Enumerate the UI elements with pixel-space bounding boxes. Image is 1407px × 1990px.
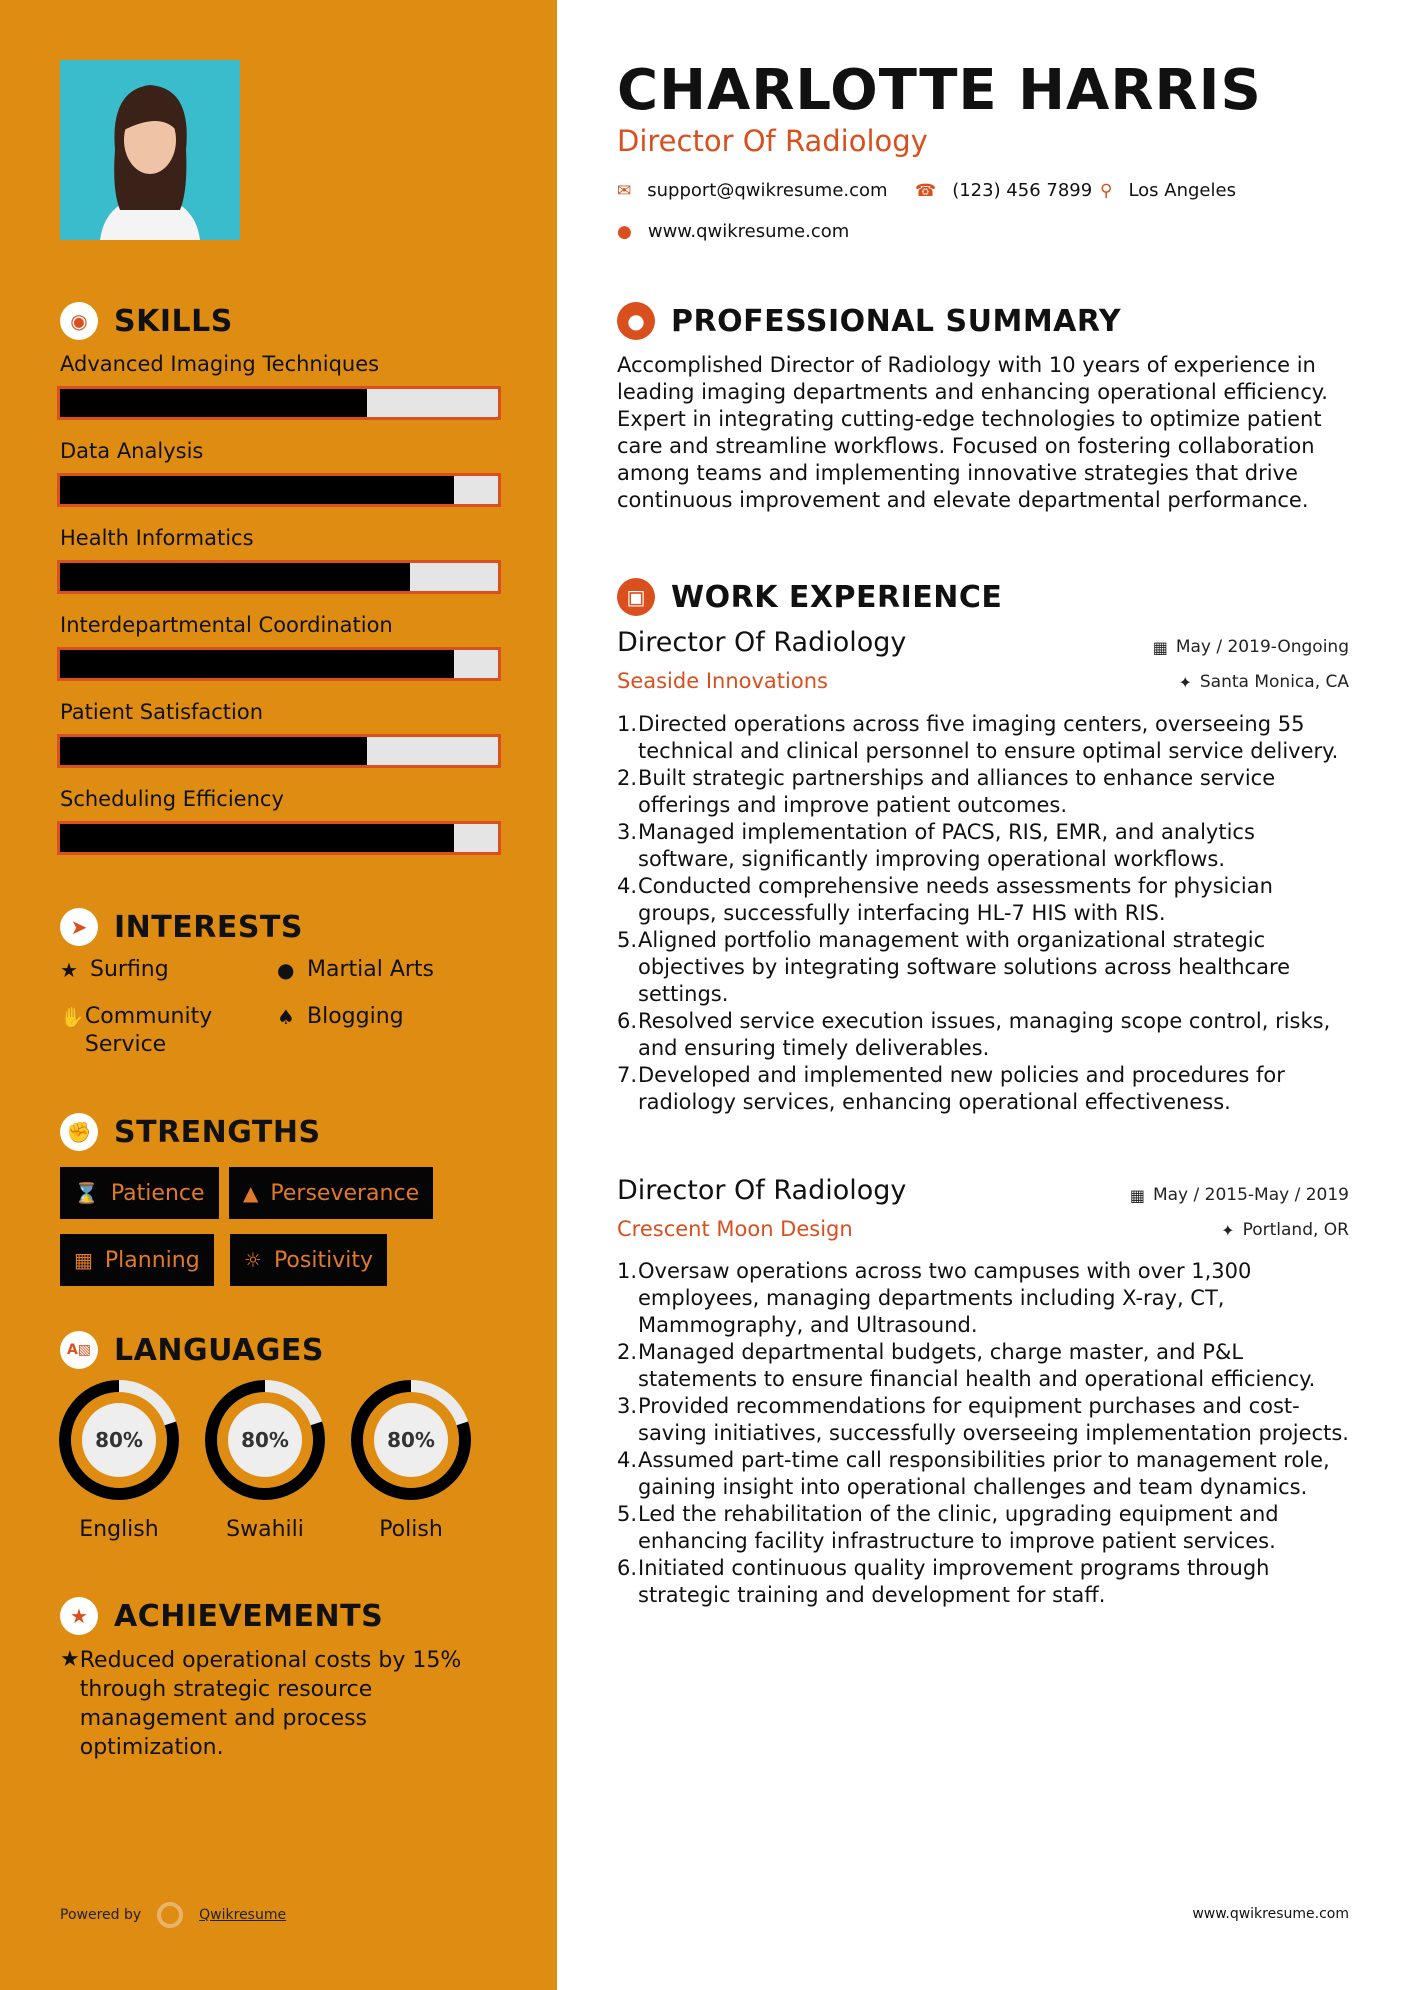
qwikresume-link[interactable]: Qwikresume [199, 1907, 287, 1923]
strength-badge [60, 1234, 214, 1286]
list-item-text: Oversaw operations across two campuses with over 1,300 employees, managing departments including X-ray, CT, Mammography, and Ultrasound. [638, 1259, 1252, 1337]
calendar-icon: ▦ [1152, 637, 1168, 657]
email-text[interactable]: support@qwikresume.com [647, 180, 888, 201]
strengths-heading [60, 1113, 321, 1151]
experience-title: WORK EXPERIENCE [671, 579, 1003, 615]
list-item: 1. Directed operations across five imaging centers, overseeing 55 technical and clinical personnel to ensure optimal service delivery. [617, 711, 1357, 765]
skill-bar-fill [60, 824, 454, 852]
experience-heading [617, 578, 1002, 616]
job-dates [1130, 1185, 1349, 1205]
user-icon: ● [617, 302, 655, 340]
list-item: 6. Initiated continuous quality improvement programs through strategic training and development for staff. [617, 1555, 1357, 1609]
globe-icon: ● [277, 958, 295, 982]
website-text[interactable]: www.qwikresume.com [647, 221, 850, 242]
interest-item [277, 1003, 404, 1031]
interest-label: Surfing [90, 957, 169, 982]
skill-label: Health Informatics [60, 526, 254, 550]
job-dates-text: May / 2019-Ongoing [1175, 637, 1349, 657]
footer-website[interactable]: www.qwikresume.com [1192, 1906, 1349, 1922]
skill-bar [57, 734, 501, 768]
phone-icon: ☎ [915, 180, 937, 201]
skill-label: Patient Satisfaction [60, 700, 264, 724]
hand-icon: ✋ [60, 1005, 85, 1029]
language-item [350, 1379, 472, 1542]
interests-title: INTERESTS [114, 909, 303, 945]
users-icon: ♠ [277, 1005, 295, 1029]
interest-item [60, 956, 169, 984]
achievements-title: ACHIEVEMENTS [114, 1598, 384, 1634]
interest-label: Martial Arts [307, 957, 435, 982]
phone-text[interactable]: (123) 456 7899 [952, 180, 1093, 201]
envelope-icon: ✉ [617, 180, 632, 201]
language-gauge [58, 1379, 180, 1501]
list-item: 7. Developed and implemented new policies and procedures for radiology services, enhancing operational effectiveness. [617, 1062, 1357, 1116]
summary-heading [617, 302, 1121, 340]
language-gauge [350, 1379, 472, 1501]
job-location [1178, 672, 1349, 692]
sun-icon: ☼ [244, 1248, 262, 1272]
job-location [1221, 1220, 1349, 1240]
job-location-text: Santa Monica, CA [1199, 672, 1349, 692]
list-item-text: Managed implementation of PACS, RIS, EMR, and analytics software, significantly improving operational workflows. [638, 820, 1255, 871]
contact-phone [915, 180, 1092, 201]
strength-badge [230, 1234, 387, 1286]
skills-heading [60, 302, 233, 340]
calendar-icon: ▦ [74, 1248, 93, 1272]
list-item-text: Developed and implemented new policies and procedures for radiology services, enhancing operational effectiveness. [638, 1063, 1285, 1114]
lightbulb-icon: ◉ [60, 302, 98, 340]
skill-label: Interdepartmental Coordination [60, 613, 393, 637]
powered-by [60, 1902, 286, 1928]
job-company: Seaside Innovations [617, 669, 828, 693]
job-responsibilities [617, 711, 1357, 1116]
star-icon: ★ [60, 958, 78, 982]
road-icon: ▲ [243, 1181, 259, 1205]
skill-label: Scheduling Efficiency [60, 787, 284, 811]
skill-bar [57, 647, 501, 681]
candidate-name: CHARLOTTE HARRIS [617, 58, 1262, 123]
skill-label: Advanced Imaging Techniques [60, 352, 380, 376]
list-item: 4. Assumed part-time call responsibilities prior to management role, gaining insight into operational challenges and team dynamics. [617, 1447, 1357, 1501]
skill-bar-fill [60, 476, 454, 504]
achievements-heading [60, 1597, 383, 1635]
skill-bar [57, 560, 501, 594]
list-item-text: Assumed part-time call responsibilities prior to management role, gaining insight into operational challenges and team dynamics. [638, 1448, 1330, 1499]
job-responsibilities [617, 1258, 1357, 1609]
list-item-text: Managed departmental budgets, charge master, and P&L statements to ensure financial health and operational efficiency. [638, 1340, 1316, 1391]
summary-text: Accomplished Director of Radiology with 10 years of experience in leading imaging departments and enhancing operational efficiency. Expert in integrating cutting-edge technologies to optimize patient care and streamline workflows. Focused on fostering collaboration among teams and implementing innovative strategies that drive continuous improvement and elevate departmental performance. [617, 353, 1328, 512]
interest-label: Community Service [84, 1004, 213, 1057]
list-item-text: Provided recommendations for equipment purchases and cost-saving initiatives, successfully overseeing implementation projects. [638, 1394, 1349, 1445]
star-icon: ★ [60, 1647, 80, 1672]
contact-location [1100, 180, 1236, 201]
job-company: Crescent Moon Design [617, 1217, 853, 1241]
list-item: 2. Managed departmental budgets, charge master, and P&L statements to ensure financial health and operational efficiency. [617, 1339, 1357, 1393]
powered-by-label: Powered by [60, 1907, 142, 1923]
interests-heading [60, 908, 303, 946]
interest-item [277, 956, 434, 984]
language-item [204, 1379, 326, 1542]
list-item: 5. Aligned portfolio management with organizational strategic objectives by integrating software solutions across healthcare settings. [617, 927, 1357, 1008]
star-badge-icon: ★ [60, 1597, 98, 1635]
job-title: Director Of Radiology [617, 627, 907, 658]
list-item: 3. Provided recommendations for equipment purchases and cost-saving initiatives, successfully overseeing implementation projects. [617, 1393, 1357, 1447]
list-item: 2. Built strategic partnerships and alliances to enhance service offerings and improve patient outcomes. [617, 765, 1357, 819]
language-name: English [79, 1517, 159, 1542]
languages-title: LANGUAGES [114, 1332, 324, 1368]
chair-icon: ▣ [617, 578, 655, 616]
contact-website [617, 221, 849, 242]
language-level: 80% [241, 1428, 289, 1452]
list-item: 5. Led the rehabilitation of the clinic, upgrading equipment and enhancing facility infrastructure to improve patient services. [617, 1501, 1357, 1555]
job-dates [1153, 637, 1349, 657]
skill-bar-fill [60, 563, 410, 591]
skill-label: Data Analysis [60, 439, 204, 463]
list-item: 1. Oversaw operations across two campuses with over 1,300 employees, managing departments including X-ray, CT, Mammography, and Ultrasound. [617, 1258, 1357, 1339]
strength-label: Perseverance [270, 1180, 420, 1206]
skill-bar [57, 821, 501, 855]
language-level: 80% [387, 1428, 435, 1452]
languages-heading [60, 1331, 324, 1369]
list-item: 6. Resolved service execution issues, managing scope control, risks, and ensuring timely deliverables. [617, 1008, 1357, 1062]
list-item: 3. Managed implementation of PACS, RIS, EMR, and analytics software, significantly improving operational workflows. [617, 819, 1357, 873]
paper-plane-icon: ➤ [60, 908, 98, 946]
location-text: Los Angeles [1128, 180, 1236, 201]
list-item-text: Led the rehabilitation of the clinic, upgrading equipment and enhancing facility infrastructure to improve patient services. [638, 1502, 1279, 1553]
skill-bar-fill [60, 389, 367, 417]
list-item-text: Resolved service execution issues, managing scope control, risks, and ensuring timely deliverables. [638, 1009, 1331, 1060]
strengths-title: STRENGTHS [114, 1114, 321, 1150]
job-title: Director Of Radiology [617, 1175, 907, 1206]
language-level: 80% [95, 1428, 143, 1452]
list-item-text: Conducted comprehensive needs assessments for physician groups, successfully interfacing HL-7 HIS with RIS. [638, 874, 1273, 925]
candidate-title: Director Of Radiology [617, 124, 928, 158]
summary-title: PROFESSIONAL SUMMARY [671, 303, 1122, 339]
interest-item [60, 1003, 240, 1059]
language-icon: A▧ [60, 1331, 98, 1369]
pushpin-icon: ✦ [1178, 672, 1192, 692]
list-item-text: Aligned portfolio management with organizational strategic objectives by integrating software solutions across healthcare settings. [638, 928, 1291, 1006]
skill-bar-fill [60, 650, 454, 678]
globe-icon: ● [617, 221, 632, 242]
calendar-icon: ▦ [1129, 1185, 1145, 1205]
list-item: 4. Conducted comprehensive needs assessments for physician groups, successfully interfacing HL-7 HIS with RIS. [617, 873, 1357, 927]
language-gauge [204, 1379, 326, 1501]
fist-icon: ✊ [60, 1113, 98, 1151]
map-pin-icon: ⚲ [1100, 180, 1113, 201]
contact-email [617, 180, 888, 201]
strength-badge [229, 1167, 433, 1219]
profile-photo [60, 60, 240, 240]
hourglass-icon: ⌛ [74, 1181, 99, 1205]
skills-title: SKILLS [114, 303, 233, 339]
language-name: Swahili [226, 1517, 304, 1542]
list-item-text: Built strategic partnerships and alliances to enhance service offerings and improve patient outcomes. [638, 766, 1276, 817]
strength-badge [60, 1167, 219, 1219]
sidebar [0, 0, 557, 1990]
skill-bar [57, 473, 501, 507]
qwikresume-logo-icon [157, 1902, 183, 1928]
achievement-text: Reduced operational costs by 15% through strategic resource management and process optimization. [79, 1648, 462, 1760]
achievement-item [60, 1646, 500, 1762]
strength-label: Planning [104, 1247, 200, 1273]
skill-bar-fill [60, 737, 367, 765]
job-location-text: Portland, OR [1242, 1220, 1349, 1240]
job-dates-text: May / 2015-May / 2019 [1152, 1185, 1349, 1205]
interest-label: Blogging [307, 1004, 404, 1029]
language-name: Polish [379, 1517, 443, 1542]
skill-bar [57, 386, 501, 420]
strength-label: Patience [110, 1180, 205, 1206]
pushpin-icon: ✦ [1221, 1220, 1235, 1240]
list-item-text: Directed operations across five imaging centers, overseeing 55 technical and clinical personnel to ensure optimal service delivery. [638, 712, 1339, 763]
list-item-text: Initiated continuous quality improvement programs through strategic training and development for staff. [638, 1556, 1270, 1607]
language-item [58, 1379, 180, 1542]
strength-label: Positivity [273, 1247, 373, 1273]
